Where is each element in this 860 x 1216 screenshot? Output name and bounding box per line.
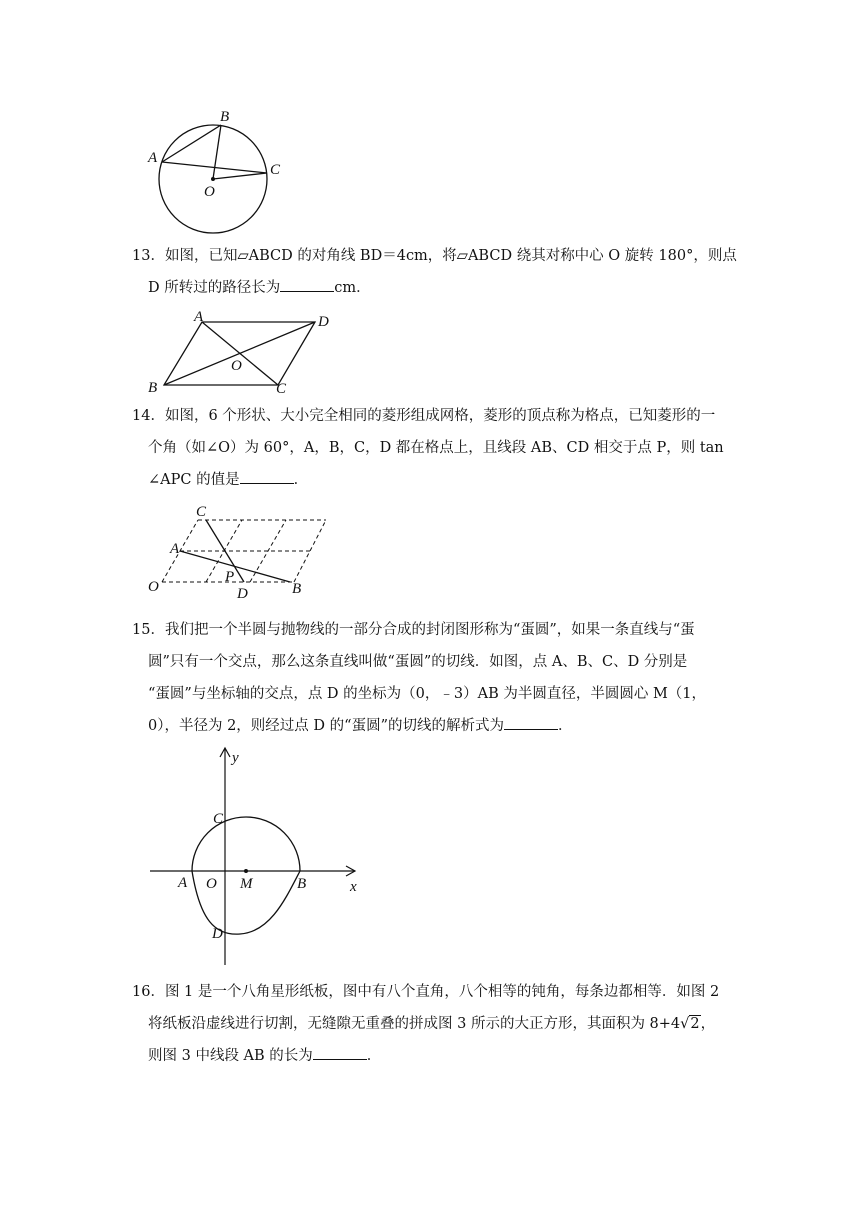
q15-line-4: 0），半径为 2，则经过点 D 的“蛋圆”的切线的解析式为 ． [132,710,732,742]
q13-line-1: 13．如图，已知▱ABCD 的对角线 BD＝4cm，将▱ABCD 绕其对称中心 O 旋转 180°，则点 [132,248,737,264]
label-x: x [350,879,357,895]
circle-figure [140,100,300,235]
question-16 [132,976,732,1072]
q14-line-1: 14．如图，6 个形状、大小完全相同的菱形组成网格，菱形的顶点称为格点，已知菱形的一 [132,408,716,424]
label-c: C [213,811,224,827]
label-b: B [220,109,230,125]
segment-ab [162,125,221,162]
label-b: B [148,380,158,396]
rhombus-grid [162,520,326,582]
label-b: B [292,581,302,597]
q16-line-1: 16．图 1 是一个八角星形纸板，图中有八个直角，八个相等的钝角，每条边都相等．如图 2 [132,984,720,1000]
answer-blank[interactable] [313,1043,367,1060]
label-m: M [240,876,253,892]
answer-blank[interactable] [504,713,558,730]
segment-bo [213,125,221,179]
q14-line-2: 个角（如∠O）为 60°，A，B，C，D 都在格点上，且线段 AB、CD 相交于点 P，则 tan [148,440,724,456]
label-y: y [232,750,239,766]
answer-blank[interactable] [240,467,294,484]
label-a: A [194,309,204,325]
q14-line-3: ∠APC 的值是 ． [132,464,732,496]
sqrt-value: 2 [690,1016,700,1032]
label-d: D [318,314,329,330]
question-15 [132,614,732,742]
semicircle [192,817,300,871]
label-d: D [212,926,223,942]
q13-line-2: D 所转过的路径长为 cm． [132,272,732,304]
q15-line-2: 圆”只有一个交点，那么这条直线叫做“蛋圆”的切线．如图，点 A、B、C、D 分别是 [148,654,688,670]
center-point [211,177,215,181]
q15-line-3: “蛋圆”与坐标轴的交点，点 D 的坐标为（0，﹣3）AB 为半圆直径，半圆圆心 M（1， [148,686,707,702]
label-a: A [170,541,180,557]
label-c: C [196,504,207,520]
parallelogram-figure [140,306,340,396]
diagonal-bd [164,322,315,385]
label-o: O [206,876,217,892]
center-m [244,869,248,873]
q15-line-1: 15．我们把一个半圆与抛物线的一部分合成的封闭图形称为“蛋圆”，如果一条直线与“蛋 [132,622,695,638]
label-o: O [231,358,242,374]
question-13 [132,240,737,304]
answer-blank[interactable] [280,275,334,292]
label-b: B [297,876,307,892]
q16-line-2: 将纸板沿虚线进行切割，无缝隙无重叠的拼成图 3 所示的大正方形，其面积为 8+4√2， [148,1016,716,1032]
label-o: O [148,579,159,595]
egg-circle-figure [140,740,370,970]
label-a: A [148,150,158,166]
label-d: D [237,586,248,602]
label-c: C [270,162,281,178]
label-o: O [204,184,215,200]
label-p: P [225,569,235,585]
rhombus-grid-figure [140,502,340,602]
label-a: A [178,875,188,891]
segment-oc [213,173,267,179]
label-c: C [276,381,287,396]
question-14 [132,400,732,496]
q16-line-3: 则图 3 中线段 AB 的长为 ． [132,1040,732,1072]
